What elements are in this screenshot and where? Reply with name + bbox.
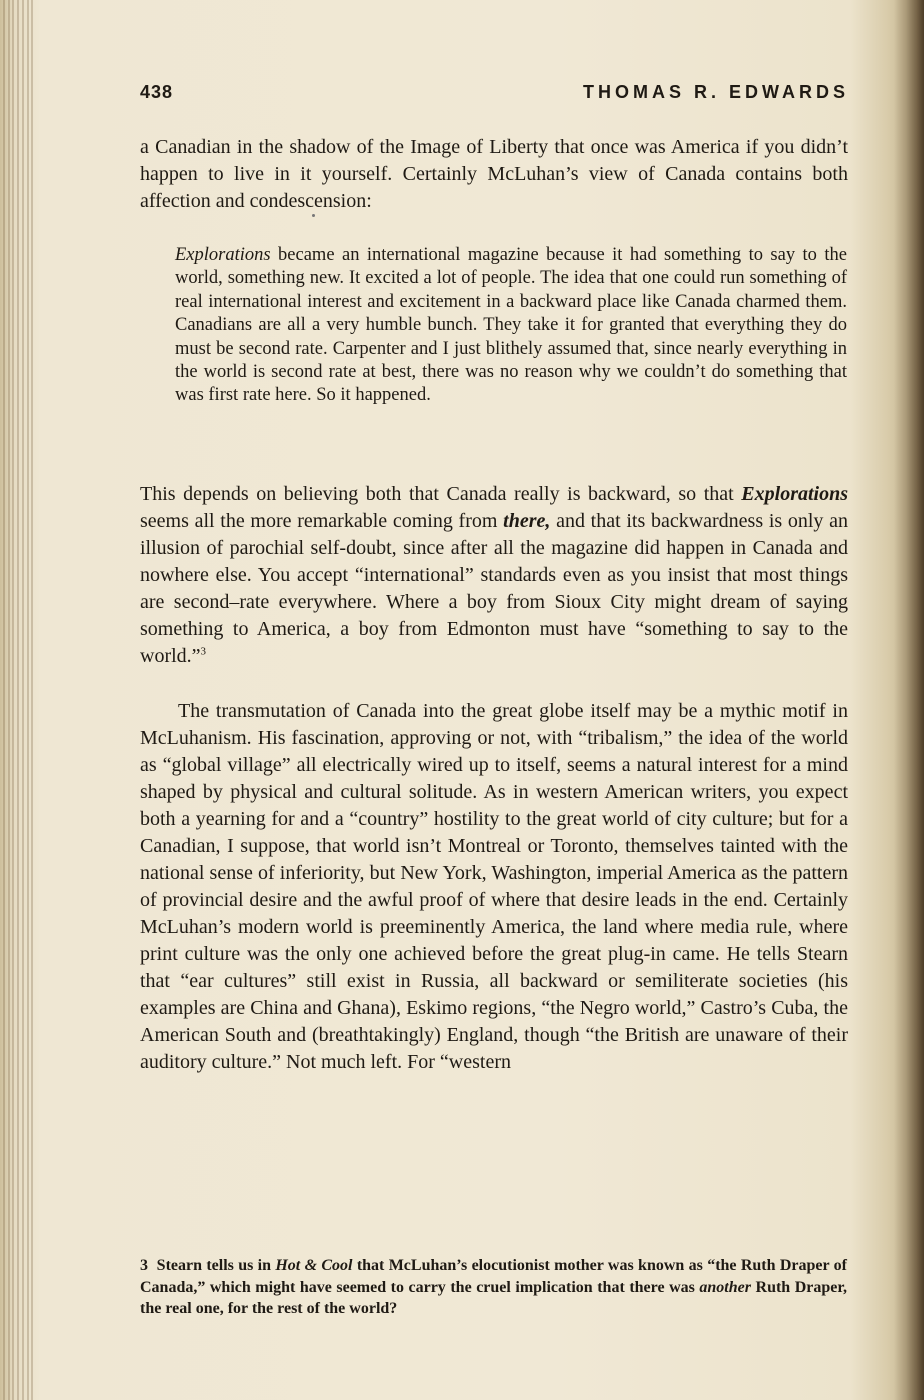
para2-italic-there: there,	[503, 510, 551, 532]
para2-text-c: seems all the more remarkable coming from	[140, 510, 504, 532]
quote-text: became an international magazine because it had something to say to the world, something new. It excited a lot of people. The idea that one could run something of real international interest and excitement in a backward place like Canada charmed them. Canadians are all a very humble bunch. They take it for granted that everything they do must be second rate. Carpenter and I just blithely assumed that, since nearly everything in the world is second rate at best, there was no reason why we couldn’t do something that was first rate here. So it happened.	[175, 245, 847, 406]
footnote-text-c: that McLuhan’s elocutionist mother was known as “the Ruth Draper of Canada,” which might have seemed to carry the cruel implication that there was	[140, 1257, 848, 1296]
footnote-italic-another: another	[699, 1278, 751, 1296]
book-gutter	[0, 0, 40, 1400]
paragraph-2	[140, 481, 848, 670]
ink-dot	[312, 214, 315, 217]
running-head-author: THOMAS R. EDWARDS	[583, 82, 849, 102]
page-number: 438	[140, 82, 174, 102]
footnote-italic-title: Hot & Cool	[275, 1257, 353, 1274]
running-head	[0, 82, 924, 112]
footnote	[140, 1255, 847, 1320]
footnote-ref[interactable]: 3	[200, 645, 207, 658]
footnote-number: 3	[140, 1257, 148, 1274]
para2-text-a: This depends on believing both that Canada really is backward, so that	[140, 483, 742, 505]
quote-italic-title: Explorations	[175, 245, 271, 265]
binding-edge	[894, 0, 924, 1400]
para2-italic-title: Explorations	[741, 483, 848, 505]
footnote-text-a: Stearn tells us in	[156, 1257, 276, 1274]
para2-text-e: and that its backwardness is only an illusion of parochial self-doubt, since after all the magazine did happen in Canada and nowhere else. You accept “international” standards even as you insist that most things are second–rate everywhere. Where a boy from Sioux City might dream of saying something to America, a boy from Edmonton must have “something to say to the world.”	[140, 510, 849, 667]
footnote-text-e: Ruth Draper, the real one, for the rest of the world?	[140, 1278, 848, 1317]
paragraph-3: The transmutation of Canada into the great globe itself may be a mythic motif in McLuhanism. His fascination, approving or not, with “tribalism,” the idea of the world as “global village” all electrically wired up to itself, seems a natural interest for a mind shaped by physical and cultural solitude. As in western American writers, you expect both a yearning for and a “country” hostility to the great world of city culture; but for a Canadian, I suppose, that world isn’t Montreal or Toronto, themselves tainted with the national sense of inferiority, but New York, Washington, imperial America as the pattern of provincial desire and the awful proof of where that desire leads in the end. Certainly McLuhan’s modern world is preeminently America, the land where media rule, where print culture was the only one achieved before the great plug-in came. He tells Stearn that “ear cultures” still exist in Russia, all backward or semiliterate societies (his examples are China and Ghana), Eskimo regions, “the Negro world,” Castro’s Cuba, the American South and (breathtakingly) England, though “the British are unaware of their auditory culture.” Not much left. For “western	[140, 700, 848, 1073]
block-quote	[175, 244, 847, 408]
paragraph-1: a Canadian in the shadow of the Image of Liberty that once was America if you didn’t happen to live in it yourself. Certainly McLuhan’s view of Canada contains both affection and condescension:	[140, 136, 848, 212]
